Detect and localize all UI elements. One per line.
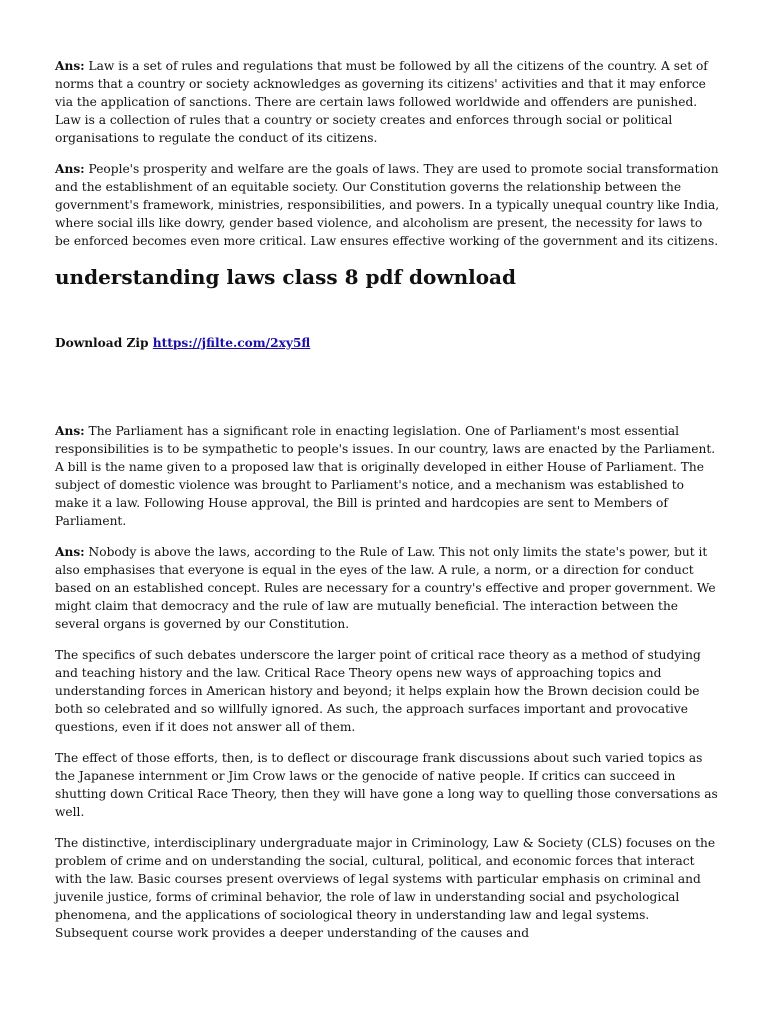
answer-text: Law is a set of rules and regulations that must be followed by all the citizens of the country. A set of norms that a country or society acknowledges as governing its citizens' activities and that it may enforce via the application of sanctions. There are certain laws followed worldwide and offenders are punished. Law is a collection of rules that a country or society creates and enforces through social or political organisations to regulate the conduct of its citizens. (55, 59, 708, 145)
body-paragraph-critical-race-theory (55, 646, 720, 736)
answer-paragraph-2 (55, 160, 720, 250)
body-text: The distinctive, interdisciplinary undergraduate major in Criminology, Law & Society (CLS) focuses on the problem of crime and on understanding the social, cultural, political, and economic forces that interact with the law. Basic courses present overviews of legal systems with particular emphasis on criminal and juvenile justice, forms of criminal behavior, the role of law in understanding social and psychological phenomena, and the applications of sociological theory in understanding law and legal systems. Subsequent course work provides a deeper understanding of the causes and (55, 836, 716, 940)
answer-label: Ans: (55, 545, 85, 559)
download-line (55, 334, 720, 352)
answer-text: People's prosperity and welfare are the goals of laws. They are used to promote social transformation and the establishment of an equitable society. Our Constitution governs the relationship between the government's framework, ministries, responsibilities, and powers. In a typically unequal country like India, where social ills like dowry, gender based violence, and alcoholism are present, the necessity for laws to be enforced becomes even more critical. Law ensures effective working of the government and its citizens. (55, 162, 720, 248)
answer-text: Nobody is above the laws, according to the Rule of Law. This not only limits the state's power, but it also emphasises that everyone is equal in the eyes of the law. A rule, a norm, or a direction for conduct based on an established concept. Rules are necessary for a country's effective and proper government. We might claim that democracy and the rule of law are mutually beneficial. The interaction between the several organs is governed by our Constitution. (55, 545, 716, 631)
answer-label: Ans: (55, 162, 85, 176)
answer-label: Ans: (55, 424, 85, 438)
page-heading: understanding laws class 8 pdf download (55, 265, 516, 289)
document-page (55, 57, 720, 955)
spacer (55, 352, 720, 422)
answer-label: Ans: (55, 59, 85, 73)
body-text: The specifics of such debates underscore the larger point of critical race theory as a method of studying and teaching history and the law. Critical Race Theory opens new ways of approaching topics and understanding forces in American history and beyond; it helps explain how the Brown decision could be both so celebrated and so willfully ignored. As such, the approach surfaces important and provocative questions, even if it does not answer all of them. (55, 648, 701, 734)
answer-paragraph-3 (55, 422, 720, 530)
body-text: The effect of those efforts, then, is to deflect or discourage frank discussions about such varied topics as the Japanese internment or Jim Crow laws or the genocide of native people. If critics can succeed in shutting down Critical Race Theory, then they will have gone a long way to quelling those conversations as well. (55, 751, 718, 819)
answer-paragraph-1 (55, 57, 720, 147)
download-link[interactable]: https://jfilte.com/2xy5fl (152, 336, 311, 350)
body-paragraph-criminology (55, 834, 720, 942)
answer-text: The Parliament has a significant role in enacting legislation. One of Parliament's most essential responsibilities is to be sympathetic to people's issues. In our country, laws are enacted by the Parliament. A bill is the name given to a proposed law that is originally developed in either House of Parliament. The subject of domestic violence was brought to Parliament's notice, and a mechanism was established to make it a law. Following House approval, the Bill is printed and hardcopies are sent to Members of Parliament. (55, 424, 716, 528)
answer-paragraph-4 (55, 543, 720, 633)
download-label: Download Zip (55, 336, 149, 350)
body-paragraph-effects (55, 749, 720, 821)
